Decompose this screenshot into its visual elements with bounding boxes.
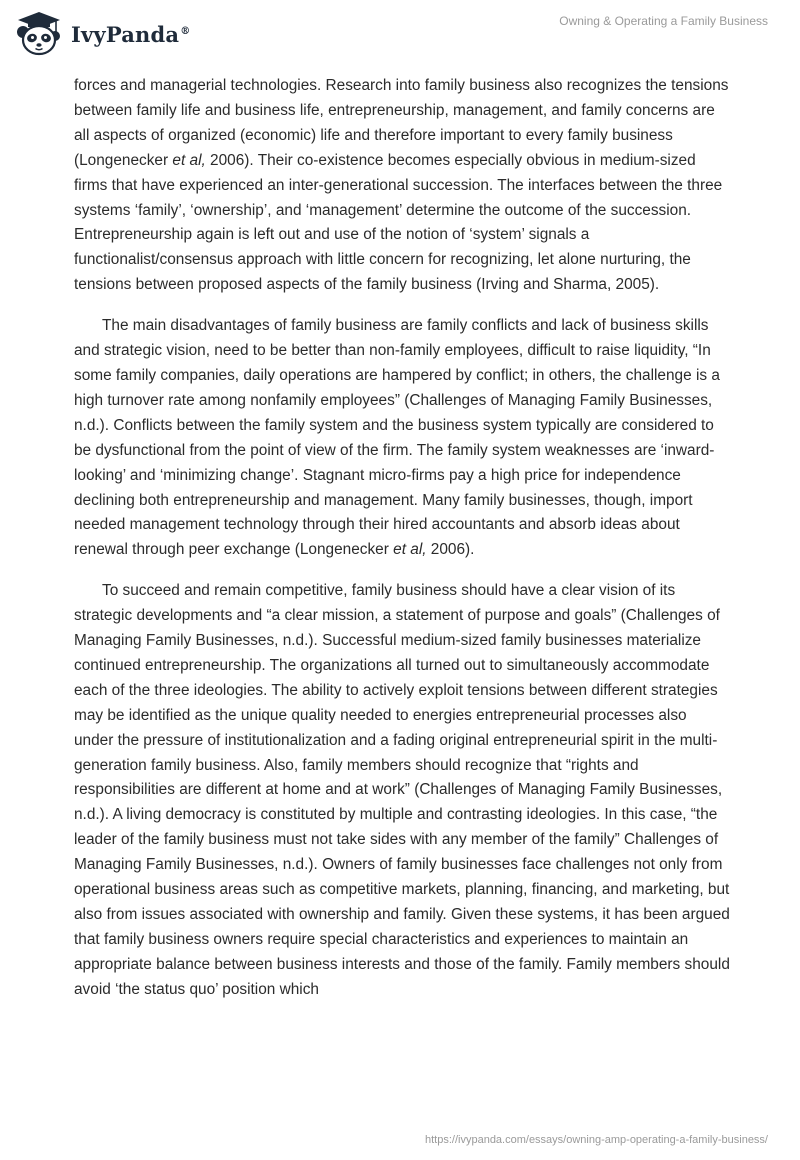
essay-paragraph: forces and managerial technologies. Research into family business also recognizes the tensions between family life and business life, entrepreneurship, management, and family concerns are all aspects of organized (economic) life and therefore important to every family business (Longenecker et al, 2006). Their co-existence becomes especially obvious in medium-sized firms that have experienced an inter-generational succession. The interfaces between the three systems ‘family’, ‘ownership’, and ‘management’ determine the outcome of the succession. Entrepreneurship again is left out and use of the notion of ‘system’ signals a functionalist/consensus approach with little concern for recognizing, let alone nurturing, the tensions between proposed aspects of the family business (Irving and Sharma, 2005). [74, 77, 729, 294]
citation-italic: et al, [172, 151, 206, 169]
brand-name: IvyPanda® [71, 21, 191, 47]
citation-italic: et al, [393, 541, 427, 559]
page-header [0, 0, 800, 64]
panda-graduate-logo-icon [14, 10, 64, 56]
document-title: Owning & Operating a Family Business [559, 14, 768, 28]
essay-paragraph: To succeed and remain competitive, family business should have a clear vision of its strategic developments and “a clear mission, a statement of purpose and goals” (Challenges of Managing Family Businesses, n.d.). Successful medium-sized family businesses materialize continued entrepreneurship. The organizations all turned out to simultaneously accommodate each of the three ideologies. The ability to actively exploit tensions between different strategies may be identified as the unique quality needed to energies entrepreneurial processes also under the pressure of institutionalization and a fading original entrepreneurial spirit in the multi-generation family business. Also, family members should recognize that “rights and responsibilities are different at home and at work” (Challenges of Managing Family Businesses, n.d.). A living democracy is constituted by multiple and contrasting ideologies. In this case, “the leader of the family business must not take sides with any member of the family” Challenges of Managing Family Businesses, n.d.). Owners of family businesses face challenges not only from operational business areas such as competitive markets, planning, financing, and marketing, but also from issues associated with ownership and family. Given these systems, it has been argued that family business owners require special characteristics and experiences to maintain an appropriate balance between business interests and those of the family. Family members should avoid ‘the status quo’ position which [74, 582, 730, 998]
registered-mark: ® [180, 25, 191, 37]
essay-body [74, 74, 730, 1019]
source-url-link[interactable]: https://ivypanda.com/essays/owning-amp-operating-a-family-business/ [425, 1134, 768, 1146]
brand-logo[interactable] [14, 10, 190, 56]
essay-paragraph: The main disadvantages of family business are family conflicts and lack of business skills and strategic vision, need to be better than non-family employees, difficult to raise liquidity, “In some family companies, daily operations are hampered by conflict; in others, the challenge is a high turnover rate among nonfamily employees” (Challenges of Managing Family Businesses, n.d.). Conflicts between the family system and the business system typically are considered to be dysfunctional from the point of view of the firm. The family system weaknesses are ‘inward-looking’ and ‘minimizing change’. Stagnant micro-firms pay a high price for independence declining both entrepreneurship and management. Many family businesses, though, import needed management technology through their hired accountants and absorb ideas about renewal through peer exchange (Longenecker et al, 2006). [74, 317, 720, 559]
